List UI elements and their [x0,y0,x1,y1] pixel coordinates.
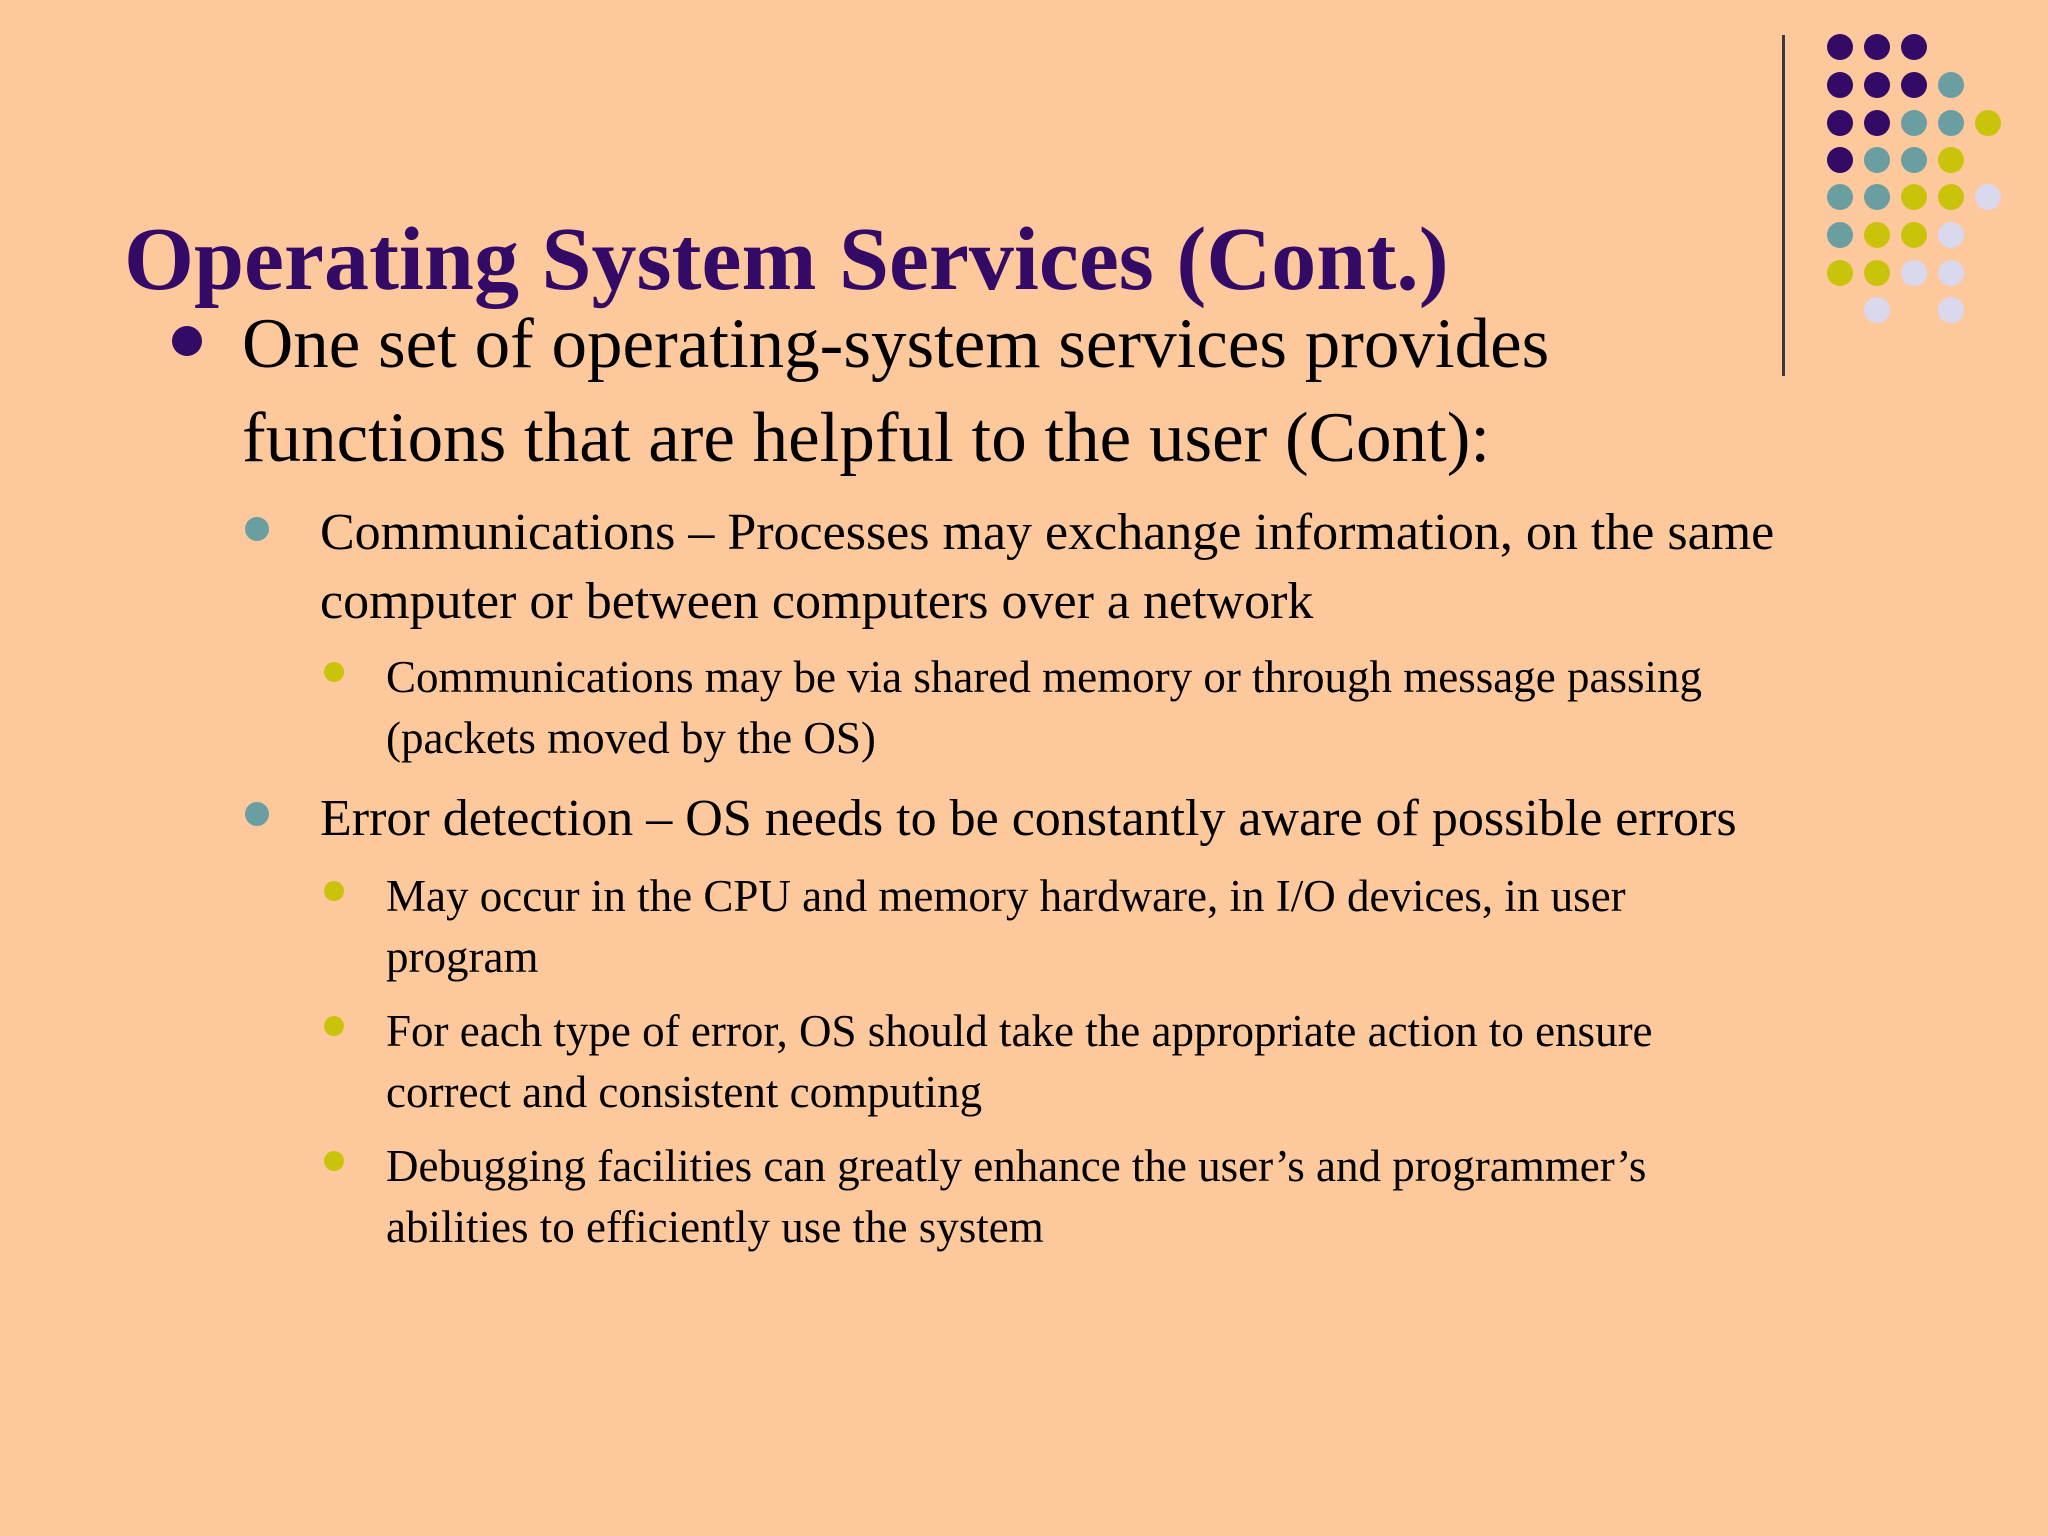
decorative-dot [1975,184,2001,210]
decorative-dot [1864,260,1890,286]
bullet-text-line: correct and consistent computing [386,1067,983,1117]
decorative-dot [1827,222,1853,248]
bullet-dot-icon [245,517,269,541]
bullet-text-line: program [386,932,539,982]
decorative-dot [1938,72,1964,98]
bullet-text-line: (packets moved by the OS) [386,713,876,763]
bullet-dot-icon [324,1151,344,1171]
decorative-dot [1827,110,1853,136]
decorative-dot [1938,110,1964,136]
decorative-dot [1827,184,1853,210]
bullet-dot-icon [324,881,344,901]
decorative-dot [1864,72,1890,98]
decorative-dot [1864,297,1890,323]
decorative-dot [1975,110,2001,136]
decorative-dot [1827,34,1853,60]
decorative-dot [1864,222,1890,248]
decorative-dot [1864,147,1890,173]
bullet-text-line: abilities to efficiently use the system [386,1202,1044,1252]
decorative-dot [1938,147,1964,173]
decorative-dot [1901,184,1927,210]
bullet-dot-icon [324,1016,344,1036]
bullet-text-line: Communications may be via shared memory or through message passing [386,652,1702,702]
decorative-dot [1901,222,1927,248]
decorative-dot [1827,72,1853,98]
bullet-text-line: Error detection – OS needs to be constantly aware of possible errors [320,790,1737,847]
decorative-dot [1901,260,1927,286]
decorative-dot [1901,34,1927,60]
vertical-divider [1782,35,1785,376]
decorative-dot [1827,260,1853,286]
bullet-text-line: Debugging facilities can greatly enhance the user’s and programmer’s [386,1141,1647,1191]
decorative-dot [1864,184,1890,210]
decorative-dot [1938,297,1964,323]
decorative-dot [1864,110,1890,136]
decorative-dot [1827,147,1853,173]
bullet-text-line: computer or between computers over a network [320,573,1314,630]
decorative-dot [1864,34,1890,60]
decorative-dot [1901,147,1927,173]
bullet-text-line: functions that are helpful to the user (Cont): [242,399,1491,477]
bullet-dot-icon [324,662,344,682]
bullet-text-line: May occur in the CPU and memory hardware, in I/O devices, in user [386,871,1626,921]
decorative-dot [1938,260,1964,286]
bullet-dot-icon [245,802,269,826]
bullet-text-line: One set of operating-system services provides [242,305,1550,383]
bullet-text-line: Communications – Processes may exchange information, on the same [320,504,1775,561]
slide-title: Operating System Services (Cont.) [124,210,1449,309]
decorative-dot [1901,72,1927,98]
decorative-dot [1901,110,1927,136]
bullet-dot-icon [172,326,202,356]
decorative-dot [1938,222,1964,248]
bullet-text-line: For each type of error, OS should take the appropriate action to ensure [386,1006,1653,1056]
decorative-dot [1938,184,1964,210]
